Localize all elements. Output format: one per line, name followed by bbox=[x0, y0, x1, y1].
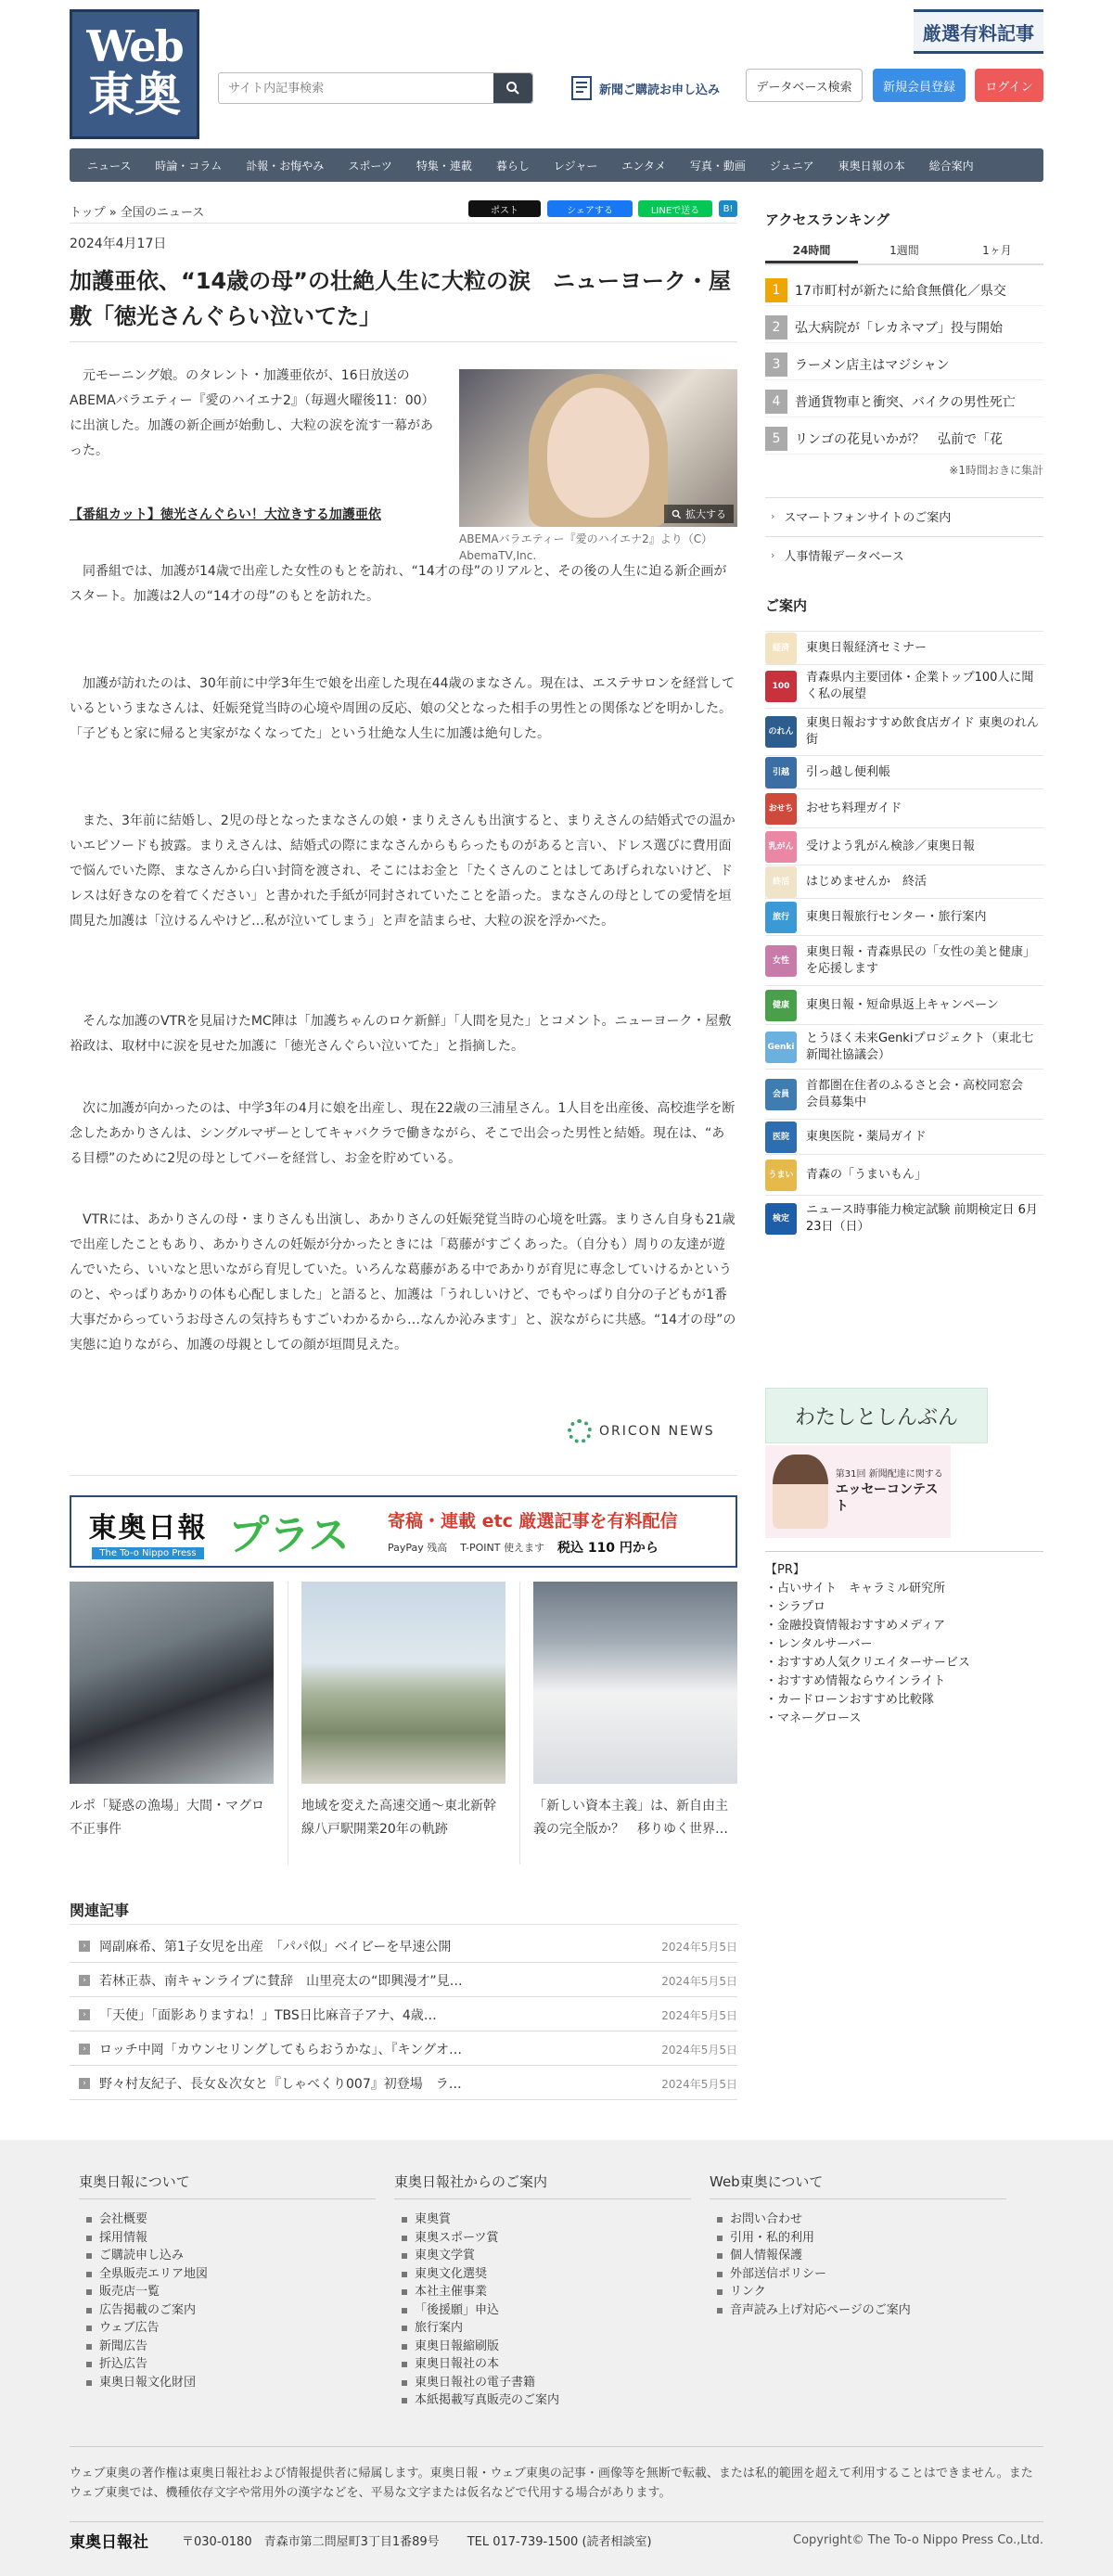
ranking-note: ※1時間おきに集計 bbox=[949, 464, 1043, 477]
article-paragraph-7: VTRには、あかりさんの母・まりさんも出演し、あかりさんの妊娠発覚当時の心境を吐露。まりさん自身も21歳で出産したこともあり、あかりさんの妊娠が分かったときには「葛藤がすごくあった。（自分も）周りの友達が遊んでいたら、いいなと思いながら育児していた。いろんな葛藤がある中であかりが育児に専念していけるかというのと、やっぱりあかりの体も心配しました」と語ると、加護は「うれしいけど、でもやっぱり自分の子どもが1番大事だからっていうお母さんの気持ちもすごいわかるから…なんか沁みます」と、涙ながらに共感。“14才の母”の実態に迫りながら、加護の母親としての顔が垣間見えた。 bbox=[70, 1212, 736, 1352]
rank-number: 3 bbox=[765, 352, 787, 377]
related-title: 「天使」「面影ありますね！」TBS日比麻音子アナ、4歳… bbox=[99, 2008, 437, 2023]
ranking-item[interactable] bbox=[765, 423, 1043, 455]
guide-item[interactable] bbox=[765, 865, 1043, 898]
chevron-right-icon: › bbox=[771, 549, 775, 561]
banner-brand bbox=[71, 1497, 224, 1566]
subscribe-link[interactable] bbox=[571, 72, 720, 104]
article-paragraph-4: また、3年前に結婚し、2児の母となったまなさんの娘・まりえさんも出演すると、まりえさんの結婚式での温かいエピソードも披露。まりえさんは、結婚式の際にまなさんからもらったものがあると言い、ドレス選びに費用面で悩んでいた際、まなさんから白い封筒を渡され、そこにはお金と「たくさんのことはしてあげられないけど、ドレスは好きなのを着てください」と書かれた手紙が同封されていたことを語った。まなさんの母としての愛情を垣間見た加護は「泣けるんやけど…私が泣いてしまう」と声を詰まらせ、大粒の涙を浮かべた。 bbox=[70, 814, 736, 929]
side-link-label: スマートフォンサイトのご案内 bbox=[784, 511, 952, 525]
guide-item-label: 東奥日報旅行センター・旅行案内 bbox=[806, 909, 987, 924]
bullet: ・ bbox=[765, 1656, 778, 1670]
site-logo[interactable] bbox=[70, 9, 199, 139]
related-article[interactable] bbox=[70, 1965, 737, 1997]
pr-label: おすすめ人気クリエイターサービス bbox=[777, 1656, 970, 1670]
nav-item[interactable]: 写真・動画 bbox=[689, 159, 746, 173]
guide-item[interactable] bbox=[765, 788, 1043, 827]
guide-item-label: 青森の「うまいもん」 bbox=[806, 1167, 928, 1182]
footer-link[interactable]: 東奥文化選奨 bbox=[394, 2265, 691, 2284]
guide-item-icon: 健康 bbox=[765, 990, 797, 1021]
banner-brand-en: The To-o Nippo Press bbox=[92, 1547, 203, 1559]
nav-item[interactable]: 訃報・お悔やみ bbox=[246, 159, 325, 173]
photo-caption: ABEMAバラエティー『愛のハイエナ2』より（C）AbemaTV,Inc. bbox=[459, 532, 713, 562]
guide-item[interactable] bbox=[765, 1154, 1043, 1195]
chevron-right-icon: › bbox=[79, 2078, 90, 2089]
banner-paypay: PayPay 残高 bbox=[388, 1541, 448, 1554]
guide-item-icon: 引越 bbox=[765, 757, 797, 788]
smartphone-site-link[interactable] bbox=[765, 497, 1043, 534]
footer-link[interactable]: 東奥賞 bbox=[394, 2211, 691, 2229]
footer-col-info bbox=[394, 2172, 691, 2410]
guide-item-label: 受けよう乳がん検診／東奥日報 bbox=[806, 839, 976, 853]
footer-link[interactable]: 東奥日報社の電子書籍 bbox=[394, 2374, 691, 2392]
breadcrumb-current[interactable]: 全国のニュース bbox=[120, 206, 205, 220]
divider bbox=[70, 223, 737, 224]
pr-link[interactable] bbox=[765, 1617, 1043, 1635]
guide-item-icon: うまい bbox=[765, 1160, 797, 1191]
guide-item-icon: 100 bbox=[765, 671, 797, 702]
chevron-right-icon: › bbox=[79, 2009, 90, 2020]
card-image-shinkansen bbox=[301, 1582, 505, 1784]
pr-heading: 【PR】 bbox=[765, 1563, 805, 1577]
nav-item[interactable]: 時論・コラム bbox=[155, 159, 223, 173]
footer-link[interactable]: 折込広告 bbox=[79, 2355, 376, 2374]
zoom-label: 拡大する bbox=[685, 508, 726, 520]
essay-contest-banner[interactable] bbox=[765, 1445, 951, 1538]
rank-number: 4 bbox=[765, 390, 787, 414]
bullet: ・ bbox=[765, 1693, 778, 1707]
essay-sub: 第31回 新聞配達に関する bbox=[835, 1469, 943, 1480]
bullet: ・ bbox=[765, 1711, 778, 1725]
guide-item[interactable] bbox=[765, 935, 1043, 985]
card-title: 地域を変えた高速交通～東北新幹線八戸駅開業20年の軌跡 bbox=[301, 1799, 496, 1837]
essay-text bbox=[836, 1467, 951, 1516]
footer-link[interactable]: ご購読申し込み bbox=[79, 2247, 376, 2265]
pr-label: レンタルサーバー bbox=[777, 1637, 873, 1651]
guide-item-icon: おせち bbox=[765, 793, 797, 825]
breadcrumb-separator: » bbox=[109, 206, 117, 220]
card-title: ルポ「疑惑の漁場」大間・マグロ不正事件 bbox=[70, 1799, 264, 1837]
guide-item[interactable] bbox=[765, 1024, 1043, 1069]
company-address: 〒030-0180 青森市第二問屋町3丁目1番89号 bbox=[182, 2535, 440, 2549]
guide-item-icon: 経済 bbox=[765, 633, 797, 664]
card-image-politician bbox=[533, 1582, 737, 1784]
pr-link[interactable] bbox=[765, 1580, 1043, 1598]
guide-item-icon: 旅行 bbox=[765, 902, 797, 933]
related-article[interactable] bbox=[70, 2033, 737, 2066]
nav-item[interactable]: ジュニア bbox=[769, 159, 814, 173]
footer-bottom bbox=[70, 2521, 1043, 2558]
guide-heading: ご案内 bbox=[765, 597, 808, 614]
pr-link[interactable] bbox=[765, 1654, 1043, 1672]
copyright-notice: ウェブ東奥の著作権は東奥日報社および情報提供者に帰属します。東奥日報・ウェブ東奥の記事・画像等を無断で転載、または私的範囲を超えて利用することはできません。またウェブ東奥では、機種依存文字や常用外の漢字などを、平易な文字または仮名などで代用する場合があります。 bbox=[70, 2446, 1043, 2503]
article-date: 2024年4月17日 bbox=[70, 237, 167, 251]
nav-item[interactable]: エンタメ bbox=[621, 159, 666, 173]
guide-item-icon: 乳がん bbox=[765, 831, 797, 863]
footer bbox=[0, 2140, 1113, 2576]
guide-item[interactable] bbox=[765, 1119, 1043, 1154]
footer-col-title: Web東奥について bbox=[710, 2172, 1006, 2199]
article-paragraph-5: そんな加護のVTRを見届けたMC陣は「加護ちゃんのロケ新鮮」「人間を見た」とコメント。ニューヨーク・屋敷裕政は、取材中に涙を見せた加護に「徳光さんぐらい泣いてた」と指摘した。 bbox=[70, 1014, 732, 1054]
newspaper-icon bbox=[571, 76, 592, 100]
nav-item[interactable]: 特集・連載 bbox=[416, 159, 472, 173]
footer-link[interactable]: 全県販売エリア地図 bbox=[79, 2265, 376, 2284]
ranking-item[interactable] bbox=[765, 275, 1043, 306]
article-paragraph-3: 加護が訪れたのは、30年前に中学3年生で娘を出産した現在44歳のまなさん。現在は、エステサロンを経営しているというまなさんは、妊娠発覚当時の心境や周囲の反応、娘の父となった相手の男性との関係などを明かした。「子どもと家に帰ると実家がなくなってた」という壮絶な人生に加護は絶句した。 bbox=[70, 676, 736, 741]
bullet: ・ bbox=[765, 1582, 778, 1596]
rank-number: 5 bbox=[765, 427, 787, 451]
side-link-label: 人事情報データベース bbox=[784, 550, 904, 564]
guide-item-icon: 検定 bbox=[765, 1203, 797, 1235]
guide-item-icon: のれん bbox=[765, 716, 797, 748]
guide-item-label: 首都圏在住者のふるさと会・高校同窓会 会員募集中 bbox=[806, 1078, 1036, 1109]
feature-card[interactable] bbox=[533, 1582, 737, 1841]
guide-item-label: 引っ越し便利帳 bbox=[806, 764, 891, 779]
pr-label: 占いサイト キャラミル研究所 bbox=[777, 1582, 946, 1596]
pr-link[interactable] bbox=[765, 1635, 1043, 1654]
breadcrumb-home[interactable]: トップ bbox=[70, 206, 106, 220]
footer-link[interactable]: 販売店一覧 bbox=[79, 2283, 376, 2301]
banner-brand-name: 東奥日報 bbox=[88, 1511, 208, 1544]
bullet: ・ bbox=[765, 1674, 778, 1688]
pr-label: 金融投資情報おすすめメディア bbox=[777, 1619, 946, 1633]
related-video-link[interactable]: 【番組カット】徳光さんぐらい！大泣きする加護亜依 bbox=[70, 507, 381, 522]
pr-link[interactable] bbox=[765, 1691, 1043, 1710]
footer-link[interactable]: 外部送信ポリシー bbox=[710, 2265, 1006, 2284]
guide-item-icon: 会員 bbox=[765, 1079, 797, 1110]
guide-item[interactable] bbox=[765, 708, 1043, 755]
footer-link[interactable]: 旅行案内 bbox=[394, 2319, 691, 2338]
feature-card[interactable] bbox=[301, 1582, 505, 1841]
guide-item-label: おせち料理ガイド bbox=[806, 801, 902, 815]
essay-portrait bbox=[773, 1455, 828, 1529]
card-title: 「新しい資本主義」は、新自由主義の完全版か？ 移りゆく世界… bbox=[533, 1799, 728, 1837]
search-icon bbox=[505, 81, 520, 96]
pr-link[interactable] bbox=[765, 1672, 1043, 1691]
related-date: 2024年5月5日 bbox=[661, 2077, 737, 2091]
related-title: ロッチ中岡「カウンセリングしてもらおうかな」、『キングオ… bbox=[99, 2043, 463, 2057]
share-hatena-button[interactable]: B! bbox=[719, 200, 737, 217]
guide-item-icon: 医院 bbox=[765, 1121, 797, 1153]
article-title: 加護亜依、“14歳の母”の壮絶人生に大粒の涙 ニューヨーク・屋敷「徳光さんぐらい泣いてた」 bbox=[70, 268, 731, 329]
plus-subscription-banner[interactable] bbox=[70, 1495, 737, 1568]
guide-item-label: ニュース時事能力検定試験 前期検定日 6月23日（日） bbox=[806, 1202, 1038, 1234]
divider bbox=[70, 1924, 737, 1925]
source-name: ORICON NEWS bbox=[599, 1424, 715, 1439]
guide-item-icon: 女性 bbox=[765, 945, 797, 977]
tab-24h[interactable]: 24時間 bbox=[765, 237, 858, 263]
database-search-button[interactable]: データベース検索 bbox=[746, 69, 863, 102]
guide-item[interactable] bbox=[765, 985, 1043, 1024]
ranking-item[interactable] bbox=[765, 349, 1043, 380]
related-heading: 関連記事 bbox=[70, 1902, 130, 1919]
guide-item-label: 東奥医院・薬局ガイド bbox=[806, 1129, 927, 1144]
logo-top-text: Web bbox=[86, 21, 183, 71]
search-button[interactable] bbox=[493, 73, 532, 103]
guide-item[interactable] bbox=[765, 755, 1043, 788]
register-button[interactable]: 新規会員登録 bbox=[873, 69, 966, 102]
footer-link[interactable]: 音声読み上げ対応ページのご案内 bbox=[710, 2301, 1006, 2320]
related-date: 2024年5月5日 bbox=[661, 2043, 737, 2057]
article-paragraph-2: 同番組では、加護が14歳で出産した女性のもとを訪れ、“14才の母”のリアルと、その後の人生に迫る新企画がスタート。加護は2人の“14才の母”のもとを訪れた。 bbox=[70, 564, 727, 604]
related-title: 岡副麻希、第1子女児を出産 「パパ似」ベイビーを早速公開 bbox=[99, 1940, 452, 1954]
banner-payment bbox=[388, 1538, 736, 1557]
footer-link[interactable]: 東奥日報文化財団 bbox=[79, 2374, 376, 2392]
footer-link[interactable]: 東奥スポーツ賞 bbox=[394, 2229, 691, 2248]
rank-title: リンゴの花見いかが？ 弘前で「花 bbox=[795, 431, 1003, 447]
zoom-button[interactable] bbox=[664, 505, 734, 523]
related-title: 野々村友紀子、長女＆次女と『しゃべくり007』初登場 ラ… bbox=[99, 2077, 462, 2092]
guide-item-label: 東奥日報おすすめ飲食店ガイド 東奥のれん街 bbox=[806, 716, 1039, 747]
related-article[interactable] bbox=[70, 2068, 737, 2100]
tab-1month[interactable]: 1ヶ月 bbox=[982, 244, 1012, 257]
footer-link[interactable]: お問い合わせ bbox=[710, 2211, 1006, 2229]
pr-link[interactable] bbox=[765, 1710, 1043, 1728]
source-credit bbox=[568, 1419, 715, 1443]
pr-label: マネーグロース bbox=[777, 1711, 862, 1725]
footer-link[interactable]: リンク bbox=[710, 2283, 1006, 2301]
feature-card[interactable] bbox=[70, 1582, 274, 1841]
guide-item[interactable] bbox=[765, 1069, 1043, 1119]
related-article[interactable] bbox=[70, 1999, 737, 2031]
rank-title: ラーメン店主はマジシャン bbox=[795, 357, 950, 373]
banner-headline: 寄稿・連載 etc 厳選記事を有料配信 bbox=[388, 1510, 678, 1532]
footer-link[interactable]: 東奥文学賞 bbox=[394, 2247, 691, 2265]
logo-bottom-text: 東奥 bbox=[88, 67, 181, 122]
footer-link[interactable]: 会社概要 bbox=[79, 2211, 376, 2229]
footer-col-title: 東奥日報社からのご案内 bbox=[394, 2172, 691, 2199]
nav-item[interactable]: 暮らし bbox=[495, 159, 530, 173]
guide-item-label: はじめませんか 終活 bbox=[806, 874, 928, 889]
footer-link[interactable]: 個人情報保護 bbox=[710, 2247, 1006, 2265]
breadcrumb bbox=[70, 202, 204, 220]
guide-item-label: 青森県内主要団体・企業トップ100人に聞く私の展望 bbox=[806, 671, 1034, 701]
photo-face bbox=[547, 388, 649, 518]
footer-link[interactable]: 東奥日報縮刷版 bbox=[394, 2338, 691, 2356]
related-date: 2024年5月5日 bbox=[661, 1974, 737, 1988]
card-image-tuna bbox=[70, 1582, 274, 1784]
related-article[interactable] bbox=[70, 1930, 737, 1963]
nav-item[interactable]: ニュース bbox=[87, 159, 132, 173]
related-date: 2024年5月5日 bbox=[661, 2008, 737, 2022]
login-button[interactable]: ログイン bbox=[975, 69, 1043, 102]
global-nav bbox=[70, 148, 1043, 182]
pr-link[interactable] bbox=[765, 1598, 1043, 1617]
ranking-item[interactable] bbox=[765, 312, 1043, 343]
pr-label: カードローンおすすめ比較隊 bbox=[777, 1693, 934, 1707]
divider bbox=[519, 1582, 520, 1865]
search-box bbox=[218, 72, 533, 104]
footer-link[interactable]: ウェブ広告 bbox=[79, 2319, 376, 2338]
pr-label: シラプロ bbox=[777, 1600, 826, 1614]
bullet: ・ bbox=[765, 1637, 778, 1651]
chevron-right-icon: › bbox=[771, 510, 775, 522]
share-x-button[interactable]: ポスト bbox=[468, 200, 541, 217]
footer-link[interactable]: 「後援願」申込 bbox=[394, 2301, 691, 2320]
guide-item-label: 東奥日報・青森県民の「女性の美と健康」を応援します bbox=[806, 944, 1036, 976]
footer-link[interactable]: 本紙掲載写真販売のご案内 bbox=[394, 2391, 691, 2410]
banner-tpoint: T-POINT 使えます bbox=[460, 1541, 544, 1554]
divider bbox=[70, 1475, 737, 1476]
company-name: 東奥日報社 bbox=[70, 2533, 148, 2552]
essay-title: エッセーコンテスト bbox=[835, 1482, 939, 1514]
copyright: Copyright© The To-o Nippo Press Co.,Ltd. bbox=[793, 2533, 1043, 2547]
oricon-logo-icon bbox=[568, 1419, 592, 1443]
footer-col-title: 東奥日報について bbox=[79, 2172, 376, 2199]
article-paragraph-1: 元モーニング娘。のタレント・加護亜依が、16日放送のABEMAバラエティー『愛のハイエナ2』（毎週火曜後11：00）に出演した。加護の新企画が始動し、大粒の涙を流す一幕があった。 bbox=[70, 368, 435, 458]
banner-copy bbox=[377, 1507, 736, 1557]
guide-item-icon: Genki bbox=[765, 1032, 797, 1063]
bullet: ・ bbox=[765, 1619, 778, 1633]
chevron-right-icon: › bbox=[79, 2044, 90, 2055]
rank-number: 1 bbox=[765, 278, 787, 302]
company-tel: TEL 017-739-1500 (読者相談室) bbox=[467, 2535, 652, 2549]
guide-item-label: 東奥日報・短命県返上キャンペーン bbox=[806, 997, 999, 1012]
tab-1week[interactable]: 1週間 bbox=[889, 244, 919, 257]
watashi-label: わたしとしんぶん bbox=[794, 1405, 958, 1429]
magnifier-icon bbox=[672, 509, 682, 519]
nav-item[interactable]: 総合案内 bbox=[928, 159, 974, 173]
related-date: 2024年5月5日 bbox=[661, 1940, 737, 1954]
nav-item[interactable]: 東奥日報の本 bbox=[838, 159, 905, 173]
pr-label: おすすめ情報ならウインライト bbox=[777, 1674, 946, 1688]
guide-item[interactable] bbox=[765, 898, 1043, 935]
premium-articles-link[interactable]: 厳選有料記事 bbox=[914, 9, 1043, 54]
banner-plus: プラス bbox=[228, 1512, 350, 1559]
footer-link[interactable]: 本社主催事業 bbox=[394, 2283, 691, 2301]
guide-item[interactable] bbox=[765, 1195, 1043, 1241]
rank-number: 2 bbox=[765, 315, 787, 340]
watashi-to-shinbun-banner[interactable] bbox=[765, 1388, 988, 1443]
rank-title: 弘大病院が「レカネマブ」投与開始 bbox=[795, 320, 1003, 336]
bullet: ・ bbox=[765, 1600, 778, 1614]
footer-col-web bbox=[710, 2172, 1006, 2319]
guide-item-label: とうほく未来Genkiプロジェクト（東北七新聞社協議会） bbox=[806, 1031, 1034, 1062]
banner-price: 税込 110 円から bbox=[556, 1540, 659, 1556]
share-facebook-button[interactable]: シェアする bbox=[547, 200, 633, 217]
subscribe-label: 新聞ご購読お申し込み bbox=[599, 83, 721, 97]
guide-item[interactable] bbox=[765, 664, 1043, 708]
guide-item[interactable] bbox=[765, 827, 1043, 865]
footer-link[interactable]: 東奥日報社の本 bbox=[394, 2355, 691, 2374]
search-input[interactable] bbox=[219, 73, 493, 103]
rank-title: 普通貨物車と衝突、バイクの男性死亡 bbox=[795, 394, 1016, 410]
nav-item[interactable]: スポーツ bbox=[348, 159, 392, 173]
footer-link[interactable]: 広告掲載のご案内 bbox=[79, 2301, 376, 2320]
footer-col-about bbox=[79, 2172, 376, 2391]
footer-link[interactable]: 新聞広告 bbox=[79, 2338, 376, 2356]
article-paragraph-6: 次に加護が向かったのは、中学3年の4月に娘を出産し、現在22歳の三浦星さん。1人目を出産後、高校進学を断念したあかりさんは、シングルマザーとしてキャバクラで働きながら、そこで出会った男性と結婚。現在は、“ある目標”のために2児の母としてバーを経営し、お金を貯めている。 bbox=[70, 1101, 736, 1166]
ranking-item[interactable] bbox=[765, 386, 1043, 417]
chevron-right-icon: › bbox=[79, 1975, 90, 1986]
article-photo[interactable] bbox=[459, 369, 737, 527]
guide-item-icon: 終活 bbox=[765, 866, 797, 898]
pr-list bbox=[765, 1551, 1043, 1728]
rank-title: 17市町村が新たに給食無償化／県交 bbox=[795, 283, 1006, 299]
ranking-tabs bbox=[765, 237, 1043, 265]
guide-item-label: 東奥日報経済セミナー bbox=[806, 640, 928, 655]
related-title: 若林正恭、南キャンライブに賛辞 山里亮太の“即興漫才”見… bbox=[99, 1974, 463, 1989]
title-divider bbox=[70, 341, 737, 342]
chevron-right-icon: › bbox=[79, 1941, 90, 1952]
nav-item[interactable]: レジャー bbox=[553, 159, 598, 173]
share-line-button[interactable]: LINEで送る bbox=[638, 200, 712, 217]
guide-item[interactable] bbox=[765, 631, 1043, 664]
footer-link[interactable]: 引用・私的利用 bbox=[710, 2229, 1006, 2248]
footer-link[interactable]: 採用情報 bbox=[79, 2229, 376, 2248]
ranking-heading: アクセスランキング bbox=[765, 211, 890, 228]
personnel-db-link[interactable] bbox=[765, 536, 1043, 573]
